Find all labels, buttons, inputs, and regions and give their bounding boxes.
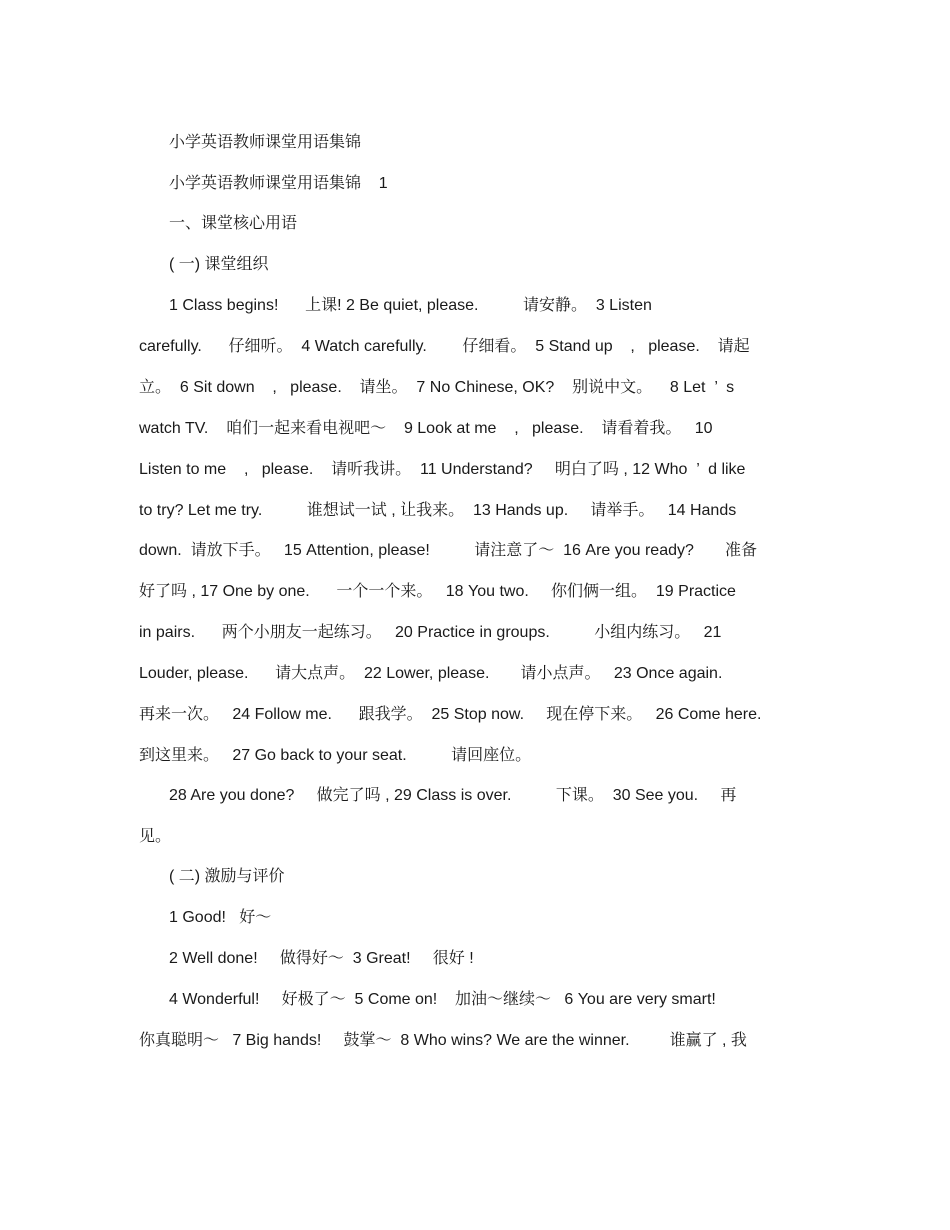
paragraph-line: watch TV. 咱们一起来看电视吧～ 9 Look at me , please. 请看着我。 10 bbox=[139, 420, 713, 437]
paragraph-line: 好了吗 , 17 One by one. 一个一个来。 18 You two. 你们俩一组。 19 Practice bbox=[139, 583, 736, 600]
document-subtitle: 小学英语教师课堂用语集锦 1 bbox=[169, 175, 388, 192]
paragraph-line: Louder, please. 请大点声。 22 Lower, please. 请小点声。 23 Once again. bbox=[139, 665, 723, 682]
paragraph-line: 到这里来。 27 Go back to your seat. 请回座位。 bbox=[139, 747, 532, 764]
document-title: 小学英语教师课堂用语集锦 bbox=[169, 134, 362, 151]
paragraph-line: 2 Well done! 做得好～ 3 Great! 很好 ! bbox=[169, 950, 474, 967]
paragraph-line: 1 Class begins! 上课! 2 Be quiet, please. 请安静。 3 Listen bbox=[169, 297, 652, 314]
paragraph-line: 1 Good! 好～ bbox=[169, 909, 272, 926]
paragraph-line: down. 请放下手。 15 Attention, please! 请注意了～ 16 Are you ready? 准备 bbox=[139, 542, 758, 559]
subsection-heading: ( 一) 课堂组织 bbox=[169, 256, 269, 273]
subsection-heading: ( 二) 激励与评价 bbox=[169, 868, 285, 885]
paragraph-line: 立。 6 Sit down , please. 请坐。 7 No Chinese, OK? 别说中文。 8 Let ’ s bbox=[139, 379, 735, 396]
paragraph-line: to try? Let me try. 谁想试一试 , 让我来。 13 Hands up. 请举手。 14 Hands bbox=[139, 502, 737, 519]
section-heading: 一、课堂核心用语 bbox=[169, 215, 298, 232]
paragraph-line: 你真聪明～ 7 Big hands! 鼓掌～ 8 Who wins? We are the winner. 谁赢了 , 我 bbox=[139, 1032, 747, 1049]
paragraph-line: in pairs. 两个小朋友一起练习。 20 Practice in groups. 小组内练习。 21 bbox=[139, 624, 722, 641]
paragraph-line: 28 Are you done? 做完了吗 , 29 Class is over. 下课。 30 See you. 再 bbox=[169, 787, 737, 804]
paragraph-line: Listen to me , please. 请听我讲。 11 Understand? 明白了吗 , 12 Who ’ d like bbox=[139, 461, 746, 478]
paragraph-line: carefully. 仔细听。 4 Watch carefully. 仔细看。 5 Stand up , please. 请起 bbox=[139, 338, 750, 355]
paragraph-line: 见。 bbox=[139, 828, 172, 845]
paragraph-line: 4 Wonderful! 好极了～ 5 Come on! 加油～继续～ 6 You are very smart! bbox=[169, 991, 716, 1008]
paragraph-line: 再来一次。 24 Follow me. 跟我学。 25 Stop now. 现在停下来。 26 Come here. bbox=[139, 706, 762, 723]
